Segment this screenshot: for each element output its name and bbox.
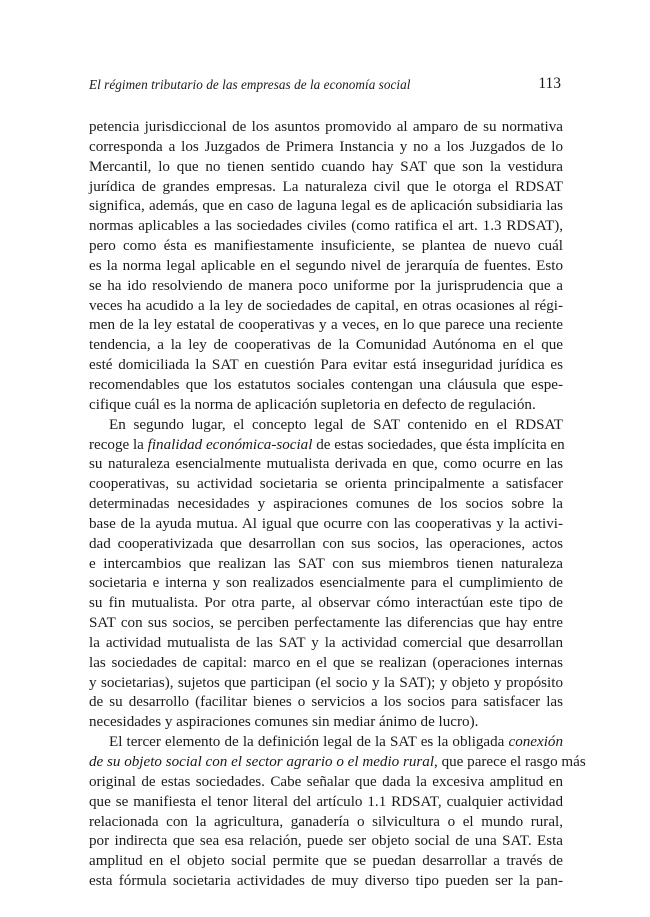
book-page bbox=[89, 0, 586, 917]
running-header-title: El régimen tributario de las empresas de la economía social bbox=[89, 77, 411, 92]
text-line bbox=[89, 436, 563, 456]
text-line: determinadas necesidades y aspiraciones comunes de los socios sobre la bbox=[89, 496, 563, 513]
text-line: es la norma legal aplicable en el segundo nivel de jerarquía de fuentes. Esto bbox=[89, 257, 563, 274]
text-segment: , que parece el rasgo más bbox=[434, 754, 586, 770]
italic-segment: conexión bbox=[508, 734, 563, 751]
text-line: cifique cuál es la norma de aplicación supletoria en defecto de regulación. bbox=[89, 396, 536, 413]
text-line: jurídica de grandes empresas. La naturaleza civil que le otorga el RDSAT bbox=[89, 178, 563, 195]
running-header bbox=[89, 77, 563, 97]
text-line: esté domiciliada la SAT en cuestión Para evitar está inseguridad jurídica es bbox=[89, 357, 563, 374]
text-line: tendencia, a la ley de cooperativas de la Comunidad Autónoma en el que bbox=[89, 337, 563, 354]
text-line bbox=[89, 753, 586, 773]
text-line: relacionada con la agricultura, ganadería o silvicultura o el mundo rural, bbox=[89, 813, 563, 830]
text-line: veces ha acudido a la ley de sociedades de capital, en otras ocasiones al régi- bbox=[89, 297, 563, 314]
text-line: por indirecta que sea esa relación, puede ser objeto social de una SAT. Esta bbox=[89, 833, 563, 850]
text-line: significa, además, que en caso de laguna legal es de aplicación subsidiaria las bbox=[89, 198, 563, 215]
text-line: que se manifiesta el tenor literal del artículo 1.1 RDSAT, cualquier actividad bbox=[89, 793, 563, 810]
text-line: En segundo lugar, el concepto legal de SAT contenido en el RDSAT bbox=[109, 416, 563, 433]
text-line: societaria e interna y son realizados esencialmente para el cumplimiento de bbox=[89, 575, 563, 592]
text-line: Mercantil, lo que no tienen sentido cuando hay SAT que son la vestidura bbox=[89, 158, 563, 175]
text-line: las sociedades de capital: marco en el que se realizan (operaciones internas bbox=[89, 654, 563, 671]
text-line bbox=[89, 733, 563, 753]
text-line: su naturaleza esencialmente mutualista derivada en que, como ocurre en las bbox=[89, 456, 563, 473]
text-line: cooperativas, su actividad societaria se orienta principalmente a satisfacer bbox=[89, 476, 563, 493]
text-segment: de estas sociedades, que ésta implícita en bbox=[312, 436, 565, 453]
text-line: esta fórmula societaria actividades de muy diverso tipo pueden ser la pan- bbox=[89, 873, 563, 890]
text-line: recomendables que los estatutos sociales contengan una cláusula que espe- bbox=[89, 376, 563, 393]
text-line: corresponda a los Juzgados de Primera Instancia y no a los Juzgados de lo bbox=[89, 138, 563, 155]
text-line: base de la ayuda mutua. Al igual que ocurre con las cooperativas y la activi- bbox=[89, 515, 563, 532]
text-line: original de estas sociedades. Cabe señalar que dada la excesiva amplitud en bbox=[89, 773, 563, 790]
text-line: normas aplicables a las sociedades civiles (como ratifica el art. 1.3 RDSAT), bbox=[89, 218, 563, 235]
text-line: necesidades y aspiraciones comunes sin mediar ánimo de lucro). bbox=[89, 714, 479, 731]
paragraph bbox=[89, 118, 563, 416]
text-line: y societarias), sujetos que participan (el socio y la SAT); y objeto y propósito bbox=[89, 674, 563, 691]
paragraph bbox=[89, 416, 563, 734]
text-line: su fin mutualista. Por otra parte, al observar cómo interactúan este tipo de bbox=[89, 595, 563, 612]
text-line: amplitud en el objeto social permite que se puedan desarrollar a través de bbox=[89, 853, 563, 870]
text-line: pero como ésta es manifiestamente insuficiente, se plantea de nuevo cuál bbox=[89, 238, 563, 255]
page-number: 113 bbox=[538, 75, 561, 92]
text-line: men de la ley estatal de cooperativas y a veces, en lo que parece una reciente bbox=[89, 317, 563, 334]
body-text bbox=[89, 118, 586, 892]
text-line: petencia jurisdiccional de los asuntos promovido al amparo de su normativa bbox=[89, 119, 563, 135]
text-line: e intercambios que realizan las SAT con sus miembros tienen naturaleza bbox=[89, 555, 563, 572]
text-line: de su desarrollo (facilitar bienes o servicios a los socios para satisfacer las bbox=[89, 694, 563, 711]
text-line: dad cooperativizada que desarrollan con sus socios, las operaciones, actos bbox=[89, 535, 563, 552]
text-segment: El tercer elemento de la definición legal de la SAT es la obligada bbox=[109, 734, 509, 751]
italic-segment: finalidad económica-social bbox=[147, 436, 313, 453]
text-line: la actividad mutualista de las SAT y la actividad comercial que desarrollan bbox=[89, 634, 563, 651]
text-segment: recoge la bbox=[89, 436, 148, 453]
paragraph bbox=[89, 733, 586, 892]
italic-segment: de su objeto social con el sector agrario o el medio rural bbox=[89, 754, 435, 770]
text-line: se ha ido resolviendo de manera poco uniforme por la jurisprudencia que a bbox=[89, 277, 563, 294]
text-line: SAT con sus socios, se perciben perfectamente las diferencias que hay entre bbox=[89, 615, 563, 632]
